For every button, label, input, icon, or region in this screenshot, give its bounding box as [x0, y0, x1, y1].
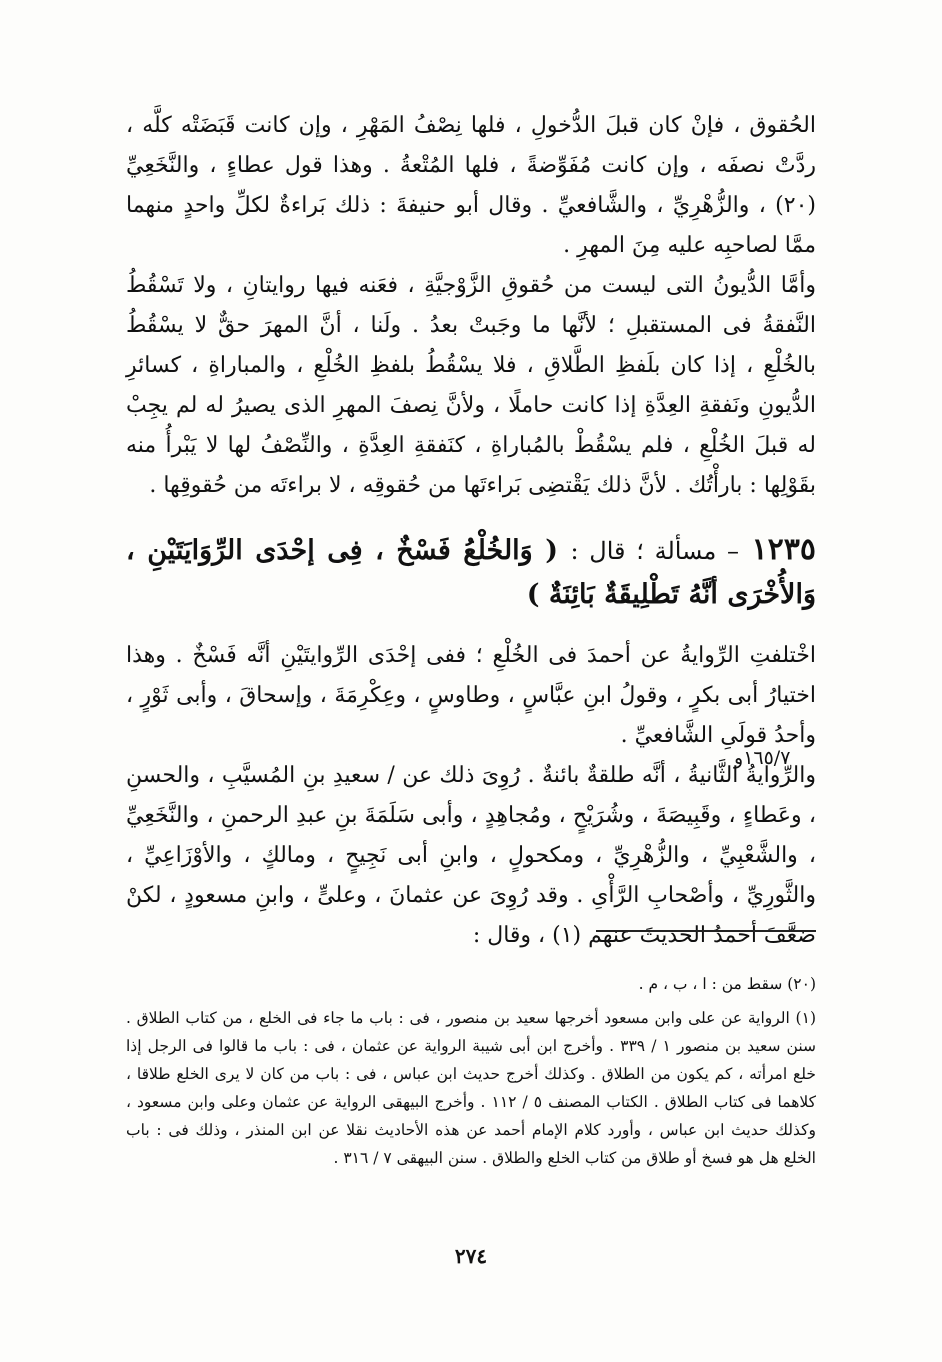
manuscript-folio-note: ١٦٥/٧و	[734, 747, 791, 769]
page-number: ٢٧٤	[454, 1244, 488, 1268]
issue-number: ١٢٣٥	[751, 532, 816, 567]
paragraph: وأمَّا الدُّيونُ التى ليست من حُقوقِ الزَّوْجيَّةِ ، فعَنه فيها روايتانِ ، ولا تَسْقُطُ النَّفقةُ فى المستقبلِ ؛ لأنَّها ما وجَبتْ بعدُ . ولَنا ، أنَّ المهرَ حقٌّ لا يسْقُطُ بالخُلْعِ ، إذا كان بلَفظِ الطَّلاقِ ، فلا يسْقُطُ بلفظِ الخُلْعِ ، والمباراةِ ، كسائرِ الدُّيونِ ونَفقةِ العِدَّةِ إذا كانت حاملًا ، ولأنَّ نِصفَ المهرِ الذى يصيرُ له لم يجِبْ له قبلَ الخُلْعِ ، فلم يسْقُطْ بالمُباراةِ ، كنَفقةِ العِدَّةِ ، والنِّصْفُ لها لا يَبْرأُ منه بقَوْلِها : بارأْتُك . لأنَّ ذلك يَقْتضِى بَراءتَها من حُقوقِه ، لا براءتَه من حُقوقِها .	[126, 273, 816, 498]
paragraph: اخْتلفتِ الرِّوايةُ عن أحمدَ فى الخُلْعِ ؛ ففى إحْدَى الرِّوايتَيْنِ أنَّه فَسْخٌ . وهذا اختيارُ أبى بكرٍ ، وقولُ ابنِ عبَّاسٍ ، وطاوسٍ ، وعِكْرِمَةَ ، وإسحاقَ ، وأبى ثَوْرٍ ، وأحدُ قولَىِ الشَّافعيِّ .	[126, 643, 816, 748]
issue-heading	[126, 528, 816, 617]
paragraph-block-2	[126, 636, 816, 956]
paragraph: والرِّوايةُ الثَّانيةُ ، أنَّه طلقةٌ بائنةٌ . رُوِىَ ذلك عن / سعيدِ بنِ المُسيَّبِ ، والحسنِ ، وعَطاءٍ ، وقَبِيصَةَ ، وشُرَيْحٍ ، ومُجاهِدٍ ، وأبى سَلَمَةَ بنِ عبدِ الرحمنِ ، والنَّخَعِيِّ ، والشَّعْبِيِّ ، والزُّهْرِيِّ ، ومكحولٍ ، وابنِ أبى نَجِيحٍ ، ومالكٍ ، والأوْزَاعِيِّ ، والثَّورِيِّ ، وأصْحابِ الرَّأْىِ . وقد رُوِىَ عن عثمانَ ، وعلىٍّ ، وابنِ مسعودٍ ، لكنْ ضعَّفَ أحمدُ الحديثَ عنهم (١) ، وقال :	[126, 763, 816, 948]
footnote: (٢٠) سقط من : ا ، ب ، م .	[638, 975, 816, 993]
footnotes	[126, 970, 816, 1172]
issue-text: ( وَالخُلْعُ فَسْخٌ ، فِى إحْدَى الرِّوَايَتَيْنِ ، وَالأُخْرَى أنَّهُ تَطْلِيقَةٌ بَائِنَةٌ )	[126, 535, 816, 610]
issue-label: – مسألة ؛ قال :	[570, 537, 740, 565]
paragraph-block-1	[126, 106, 816, 506]
paragraph: الحُقوق ، فإنْ كان قبلَ الدُّخولِ ، فلها نِصْفُ المَهْرِ ، وإن كانت قَبَضَتْه كلَّه ، ردَّتْ نصفَه ، وإن كانت مُفَوِّضةً ، فلها المُتْعةُ . وهذا قول عطاءٍ ، والنَّخَعِيِّ (٢٠) ، والزُّهْرِيِّ ، والشَّافعيِّ . وقال أبو حنيفةَ : ذلك بَراءةٌ لكلِّ واحدٍ منهما ممَّا لصاحبِه عليه مِنَ المهرِ .	[126, 113, 816, 258]
footnote: (١) الرواية عن على وابن مسعود أخرجها سعيد بن منصور ، فى : باب ما جاء فى الخلع ، من كتاب الطلاق . سنن سعيد بن منصور ١ / ٣٣٩ . وأخرج ابن أبى شيبة الرواية عن عثمان ، فى : باب ما قالوا فى الرجل إذا خلع امرأته ، كم يكون من الطلاق . وكذلك أخرج حديث ابن عباس ، فى : باب من كان لا يرى الخلع طلاقا ، كلاهما فى كتاب الطلاق . الكتاب المصنف ٥ / ١١٢ . وأخرج البيهقى الرواية عن عثمان وعلى وابن مسعود ، وكذلك حديث ابن عباس ، وأورد كلام الإمام أحمد عن هذه الأحاديث نقلا عن ابن المنذر ، وذلك فى : باب الخلع هل هو فسخ أو طلاق من كتاب الخلع والطلاق . سنن البيهقى ٧ / ٣١٦ .	[126, 1009, 817, 1167]
footnote-separator	[596, 930, 816, 932]
